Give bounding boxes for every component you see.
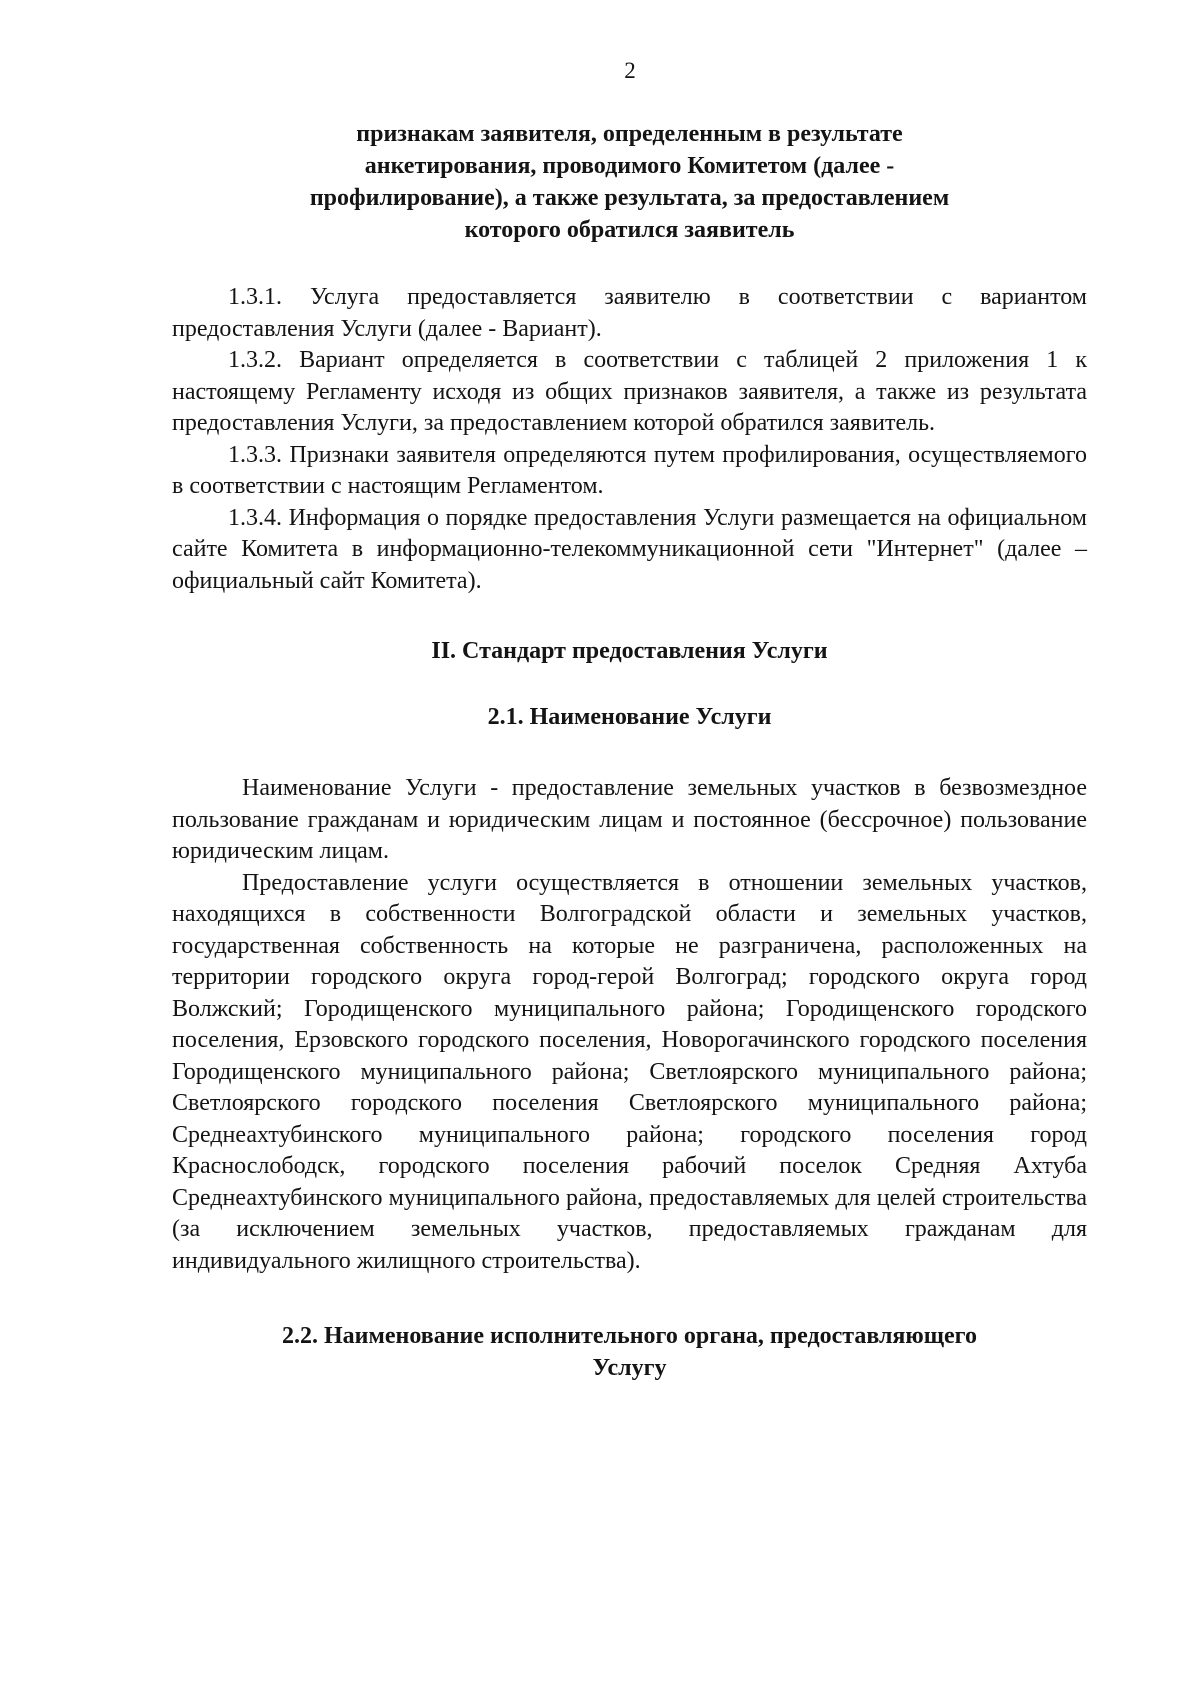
intro-heading-line: анкетирования, проводимого Комитетом (далее - [364,153,895,179]
section-2-title: II. Стандарт предоставления Услуги [431,638,828,664]
page-number: 2 [624,58,636,83]
paragraph-1-3-2: 1.3.2. Вариант определяется в соответствии с таблицей 2 приложения 1 к настоящему Регламенту исходя из общих признаков заявителя, а также из результата предоставления Услуги, за предоставлением которой обратился заявитель. [172,347,1087,436]
section-2-2-title-line: 2.2. Наименование исполнительного органа, предоставляющего [282,1323,977,1349]
paragraph-1-3-3: 1.3.3. Признаки заявителя определяются путем профилирования, осуществляемого в соответствии с настоящим Регламентом. [172,441,1087,499]
intro-heading-line: которого обратился заявитель [464,217,795,243]
document-body [172,118,1087,1384]
paragraph-service-scope: Предоставление услуги осуществляется в отношении земельных участков, находящихся в собственности Волгоградской области и земельных участков, государственная собственность на которые не разграничена, расположенных на территории городского округа город-герой Волгоград; городского округа город Волжский; Городищенского муниципального района; Городищенского городского поселения, Ерзовского городского поселения, Новорогачинского городского поселения Городищенского муниципального района; Светлоярского муниципального района; Светлоярского городского поселения Светлоярского муниципального района; Среднеахтубинского муниципального района; городского поселения город Краснослободск, городского поселения рабочий поселок Средняя Ахтуба Среднеахтубинского муниципального района, предоставляемых для целей строительства (за исключением земельных участков, предоставляемых гражданам для индивидуального жилищного строительства). [172,869,1087,1274]
section-2-2-title-line: Услугу [592,1355,667,1381]
section-2-2-title [172,1320,1087,1384]
section-1-3-paragraphs [172,282,1087,597]
intro-heading-line: признакам заявителя, определенным в результате [356,121,903,147]
section-2-1-title: 2.1. Наименование Услуги [487,704,772,730]
paragraph-1-3-1: 1.3.1. Услуга предоставляется заявителю в соответствии с вариантом предоставления Услуги (далее - Вариант). [172,284,1087,342]
intro-heading-line: профилирование), а также результата, за предоставлением [309,185,950,211]
intro-heading [172,118,1087,246]
paragraph-service-name: Наименование Услуги - предоставление земельных участков в безвозмездное пользование гражданам и юридическим лицам и постоянное (бессрочное) пользование юридическим лицам. [172,775,1087,864]
section-2-1-paragraphs [172,773,1087,1277]
paragraph-1-3-4: 1.3.4. Информация о порядке предоставления Услуги размещается на официальном сайте Комитета в информационно-телекоммуникационной сети "Интернет" (далее – официальный сайт Комитета). [172,504,1087,594]
